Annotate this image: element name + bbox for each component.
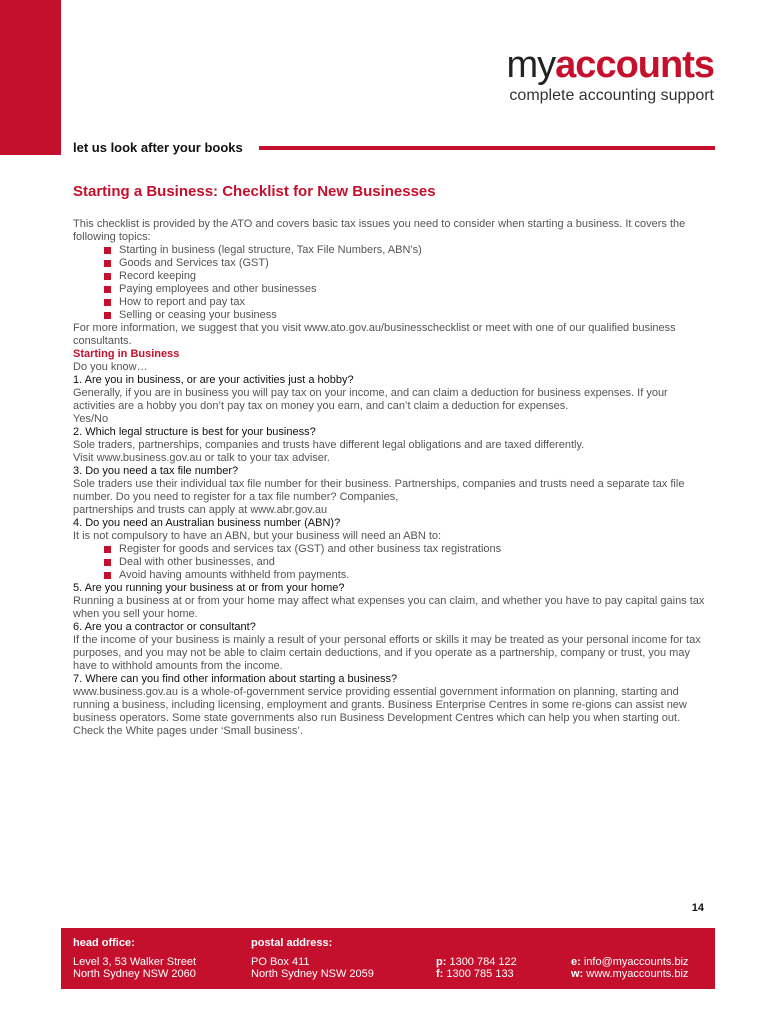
postal-address [251, 937, 374, 980]
list-item: Selling or ceasing your business [104, 309, 709, 322]
document-body [73, 218, 709, 738]
bullet-square-icon [104, 299, 111, 306]
question-2: 2. Which legal structure is best for your business? [73, 426, 316, 438]
abn-list [73, 543, 709, 582]
fax-number: 1300 785 133 [446, 968, 514, 980]
answer-2: Sole traders, partnerships, companies and trusts have different legal obligations and are taxed differently. [73, 439, 585, 451]
question-3: 3. Do you need a tax file number? [73, 465, 239, 477]
left-accent-bar [0, 0, 61, 155]
topics-list [73, 244, 709, 322]
phone-label: p: [436, 956, 447, 968]
phone-fax [436, 956, 517, 980]
list-item: Record keeping [104, 270, 709, 283]
intro-paragraph: This checklist is provided by the ATO and covers basic tax issues you need to consider when starting a business. It covers the following topics: [73, 218, 686, 243]
answer-1: Generally, if you are in business you will pay tax on your income, and can claim a deduction for business expenses. If your activities are a hobby you don’t pay tax on money you earn, and can’t claim a deduction for expenses. [73, 387, 668, 412]
page-number: 14 [691, 902, 704, 914]
question-4: 4. Do you need an Australian business number (ABN)? [73, 517, 341, 529]
answer-4: It is not compulsory to have an ABN, but your business will need an ABN to: [73, 530, 442, 542]
postal-line1: PO Box 411 [251, 956, 310, 968]
phone-number: 1300 784 122 [449, 956, 517, 968]
head-office-line2: North Sydney NSW 2060 [73, 968, 196, 980]
section-intro: Do you know… [73, 361, 148, 373]
email-web [571, 956, 689, 980]
web-link[interactable]: www.myaccounts.biz [586, 968, 689, 980]
bullet-square-icon [104, 546, 111, 553]
bullet-square-icon [104, 247, 111, 254]
bullet-square-icon [104, 273, 111, 280]
section-title: Starting in Business [73, 348, 180, 360]
list-item: Goods and Services tax (GST) [104, 257, 709, 270]
email-label: e: [571, 956, 581, 968]
header-tagline: let us look after your books [73, 140, 243, 155]
answer-3: Sole traders use their individual tax file number for their business. Partnerships, companies and trusts need a separate tax file number. Do you need to register for a tax file number? Companies, [73, 478, 685, 503]
bullet-square-icon [104, 260, 111, 267]
answer-3-apply: partnerships and trusts can apply at www.abr.gov.au [73, 504, 328, 516]
bullet-square-icon [104, 572, 111, 579]
header-rule [259, 146, 715, 150]
bullet-square-icon [104, 559, 111, 566]
question-6: 6. Are you a contractor or consultant? [73, 621, 256, 633]
question-5: 5. Are you running your business at or from your home? [73, 582, 345, 594]
logo-accounts: accounts [555, 44, 714, 86]
web-label: w: [571, 968, 584, 980]
list-item: Paying employees and other businesses [104, 283, 709, 296]
page-title: Starting a Business: Checklist for New Businesses [73, 183, 436, 200]
head-office-label: head office: [73, 937, 135, 949]
head-office-line1: Level 3, 53 Walker Street [73, 956, 197, 968]
more-info-paragraph: For more information, we suggest that you visit www.ato.gov.au/businesschecklist or meet with one of our qualified business consultants. [73, 322, 676, 347]
email-link[interactable]: info@myaccounts.biz [583, 956, 689, 968]
postal-label: postal address: [251, 937, 333, 949]
question-7: 7. Where can you find other information about starting a business? [73, 673, 398, 685]
question-1: 1. Are you in business, or are your activities just a hobby? [73, 374, 354, 386]
postal-line2: North Sydney NSW 2059 [251, 968, 374, 980]
list-item: Deal with other businesses, and [104, 556, 709, 569]
list-item: Avoid having amounts withheld from payments. [104, 569, 709, 582]
logo-tagline: complete accounting support [509, 87, 714, 104]
fax-label: f: [436, 968, 444, 980]
answer-5: Running a business at or from your home may affect what expenses you can claim, and whether you have to pay capital gains tax when you sell your home. [73, 595, 705, 620]
answer-2-visit: Visit www.business.gov.au or talk to your tax adviser. [73, 452, 330, 464]
bullet-square-icon [104, 312, 111, 319]
company-logo [507, 44, 714, 106]
bullet-square-icon [104, 286, 111, 293]
answer-7: www.business.gov.au is a whole-of-government service providing essential government information on planning, starting and running a business, including licensing, employment and grants. Business Enterprise Centres in some re-gions can assist new business operators. Some state governments also run Business Development Centres which can help you when starting out. Check the White pages under ‘Small business’. [73, 686, 687, 737]
list-item: Register for goods and services tax (GST) and other business tax registrations [104, 543, 709, 556]
answer-6: If the income of your business is mainly a result of your personal efforts or skills it may be treated as your personal income for tax purposes, and you may not be able to claim certain deductions, and if you operate as a partnership, company or trust, you may have to withhold amounts from the income. [73, 634, 701, 672]
logo-my: my [506, 44, 556, 86]
list-item: Starting in business (legal structure, Tax File Numbers, ABN’s) [104, 244, 709, 257]
footer [61, 928, 715, 989]
head-office [73, 937, 196, 980]
answer-1-yes-no: Yes/No [73, 413, 109, 425]
list-item: How to report and pay tax [104, 296, 709, 309]
